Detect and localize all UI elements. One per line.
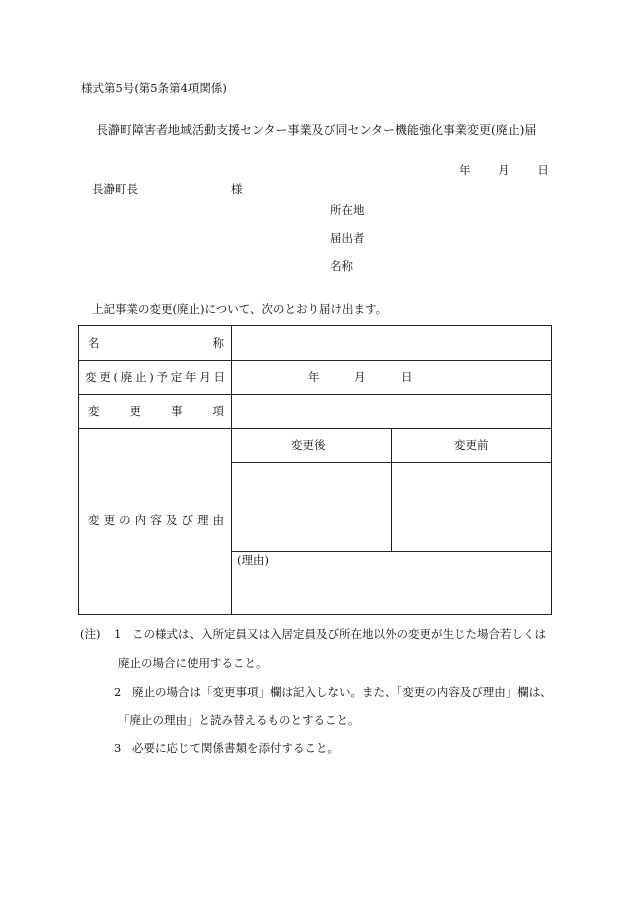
reason-label: (理由) <box>237 553 269 567</box>
name-row-label: 名 称 <box>88 336 224 350</box>
note-number-1: 1 <box>114 627 122 641</box>
note-number-2: 2 <box>114 685 122 699</box>
note-1-line-2: 廃止の場合に使用すること。 <box>118 656 268 670</box>
before-change-header: 変更前 <box>454 438 489 452</box>
change-date-day-label: 日 <box>401 370 413 384</box>
change-date-month-label: 月 <box>354 370 366 384</box>
change-date-row-label: 変 更 ( 廃 止 ) 予 定 年 月 日 <box>85 370 225 384</box>
date-day-label: 日 <box>537 163 549 177</box>
note-2-line-1: 廃止の場合は「変更事項」欄は記入しない。また、「変更の内容及び理由」欄は、 <box>132 685 552 699</box>
addressee-honorific: 様 <box>231 182 243 196</box>
change-form-table <box>78 325 552 615</box>
date-month-label: 月 <box>498 163 510 177</box>
document-title: 長瀞町障害者地域活動支援センター事業及び同センター機能強化事業変更(廃止)届 <box>96 123 537 137</box>
before-change-field[interactable] <box>397 467 547 547</box>
change-date-year-label: 年 <box>308 370 320 384</box>
note-2-line-2: 「廃止の理由」と読み替えるものとすること。 <box>118 713 360 727</box>
notifier-label: 届出者 <box>330 231 365 245</box>
change-content-reason-row-label: 変 更 の 内 容 及 び 理 由 <box>88 513 224 527</box>
note-3-line-1: 必要に応じて関係書類を添付すること。 <box>132 741 339 755</box>
note-number-3: 3 <box>114 741 122 755</box>
note-1-line-1: この様式は、入所定員又は入居定員及び所在地以外の変更が生じた場合若しくは <box>132 627 546 641</box>
date-year-label: 年 <box>459 163 471 177</box>
addressee-name: 長瀞町長 <box>92 182 138 196</box>
form-number: 様式第5号(第5条第4項関係) <box>81 81 227 95</box>
applicant-name-label: 名称 <box>330 259 353 273</box>
name-value-field[interactable] <box>239 330 543 356</box>
submission-date <box>459 165 549 177</box>
change-item-row-label: 変 更 事 項 <box>88 404 224 418</box>
location-label: 所在地 <box>330 203 365 217</box>
intro-text: 上記事業の変更(廃止)について、次のとおり届け出ます。 <box>92 302 388 316</box>
after-change-field[interactable] <box>237 467 387 547</box>
change-item-field[interactable] <box>239 398 543 424</box>
notes-prefix: (注) <box>80 627 101 641</box>
after-change-header: 変更後 <box>291 438 326 452</box>
